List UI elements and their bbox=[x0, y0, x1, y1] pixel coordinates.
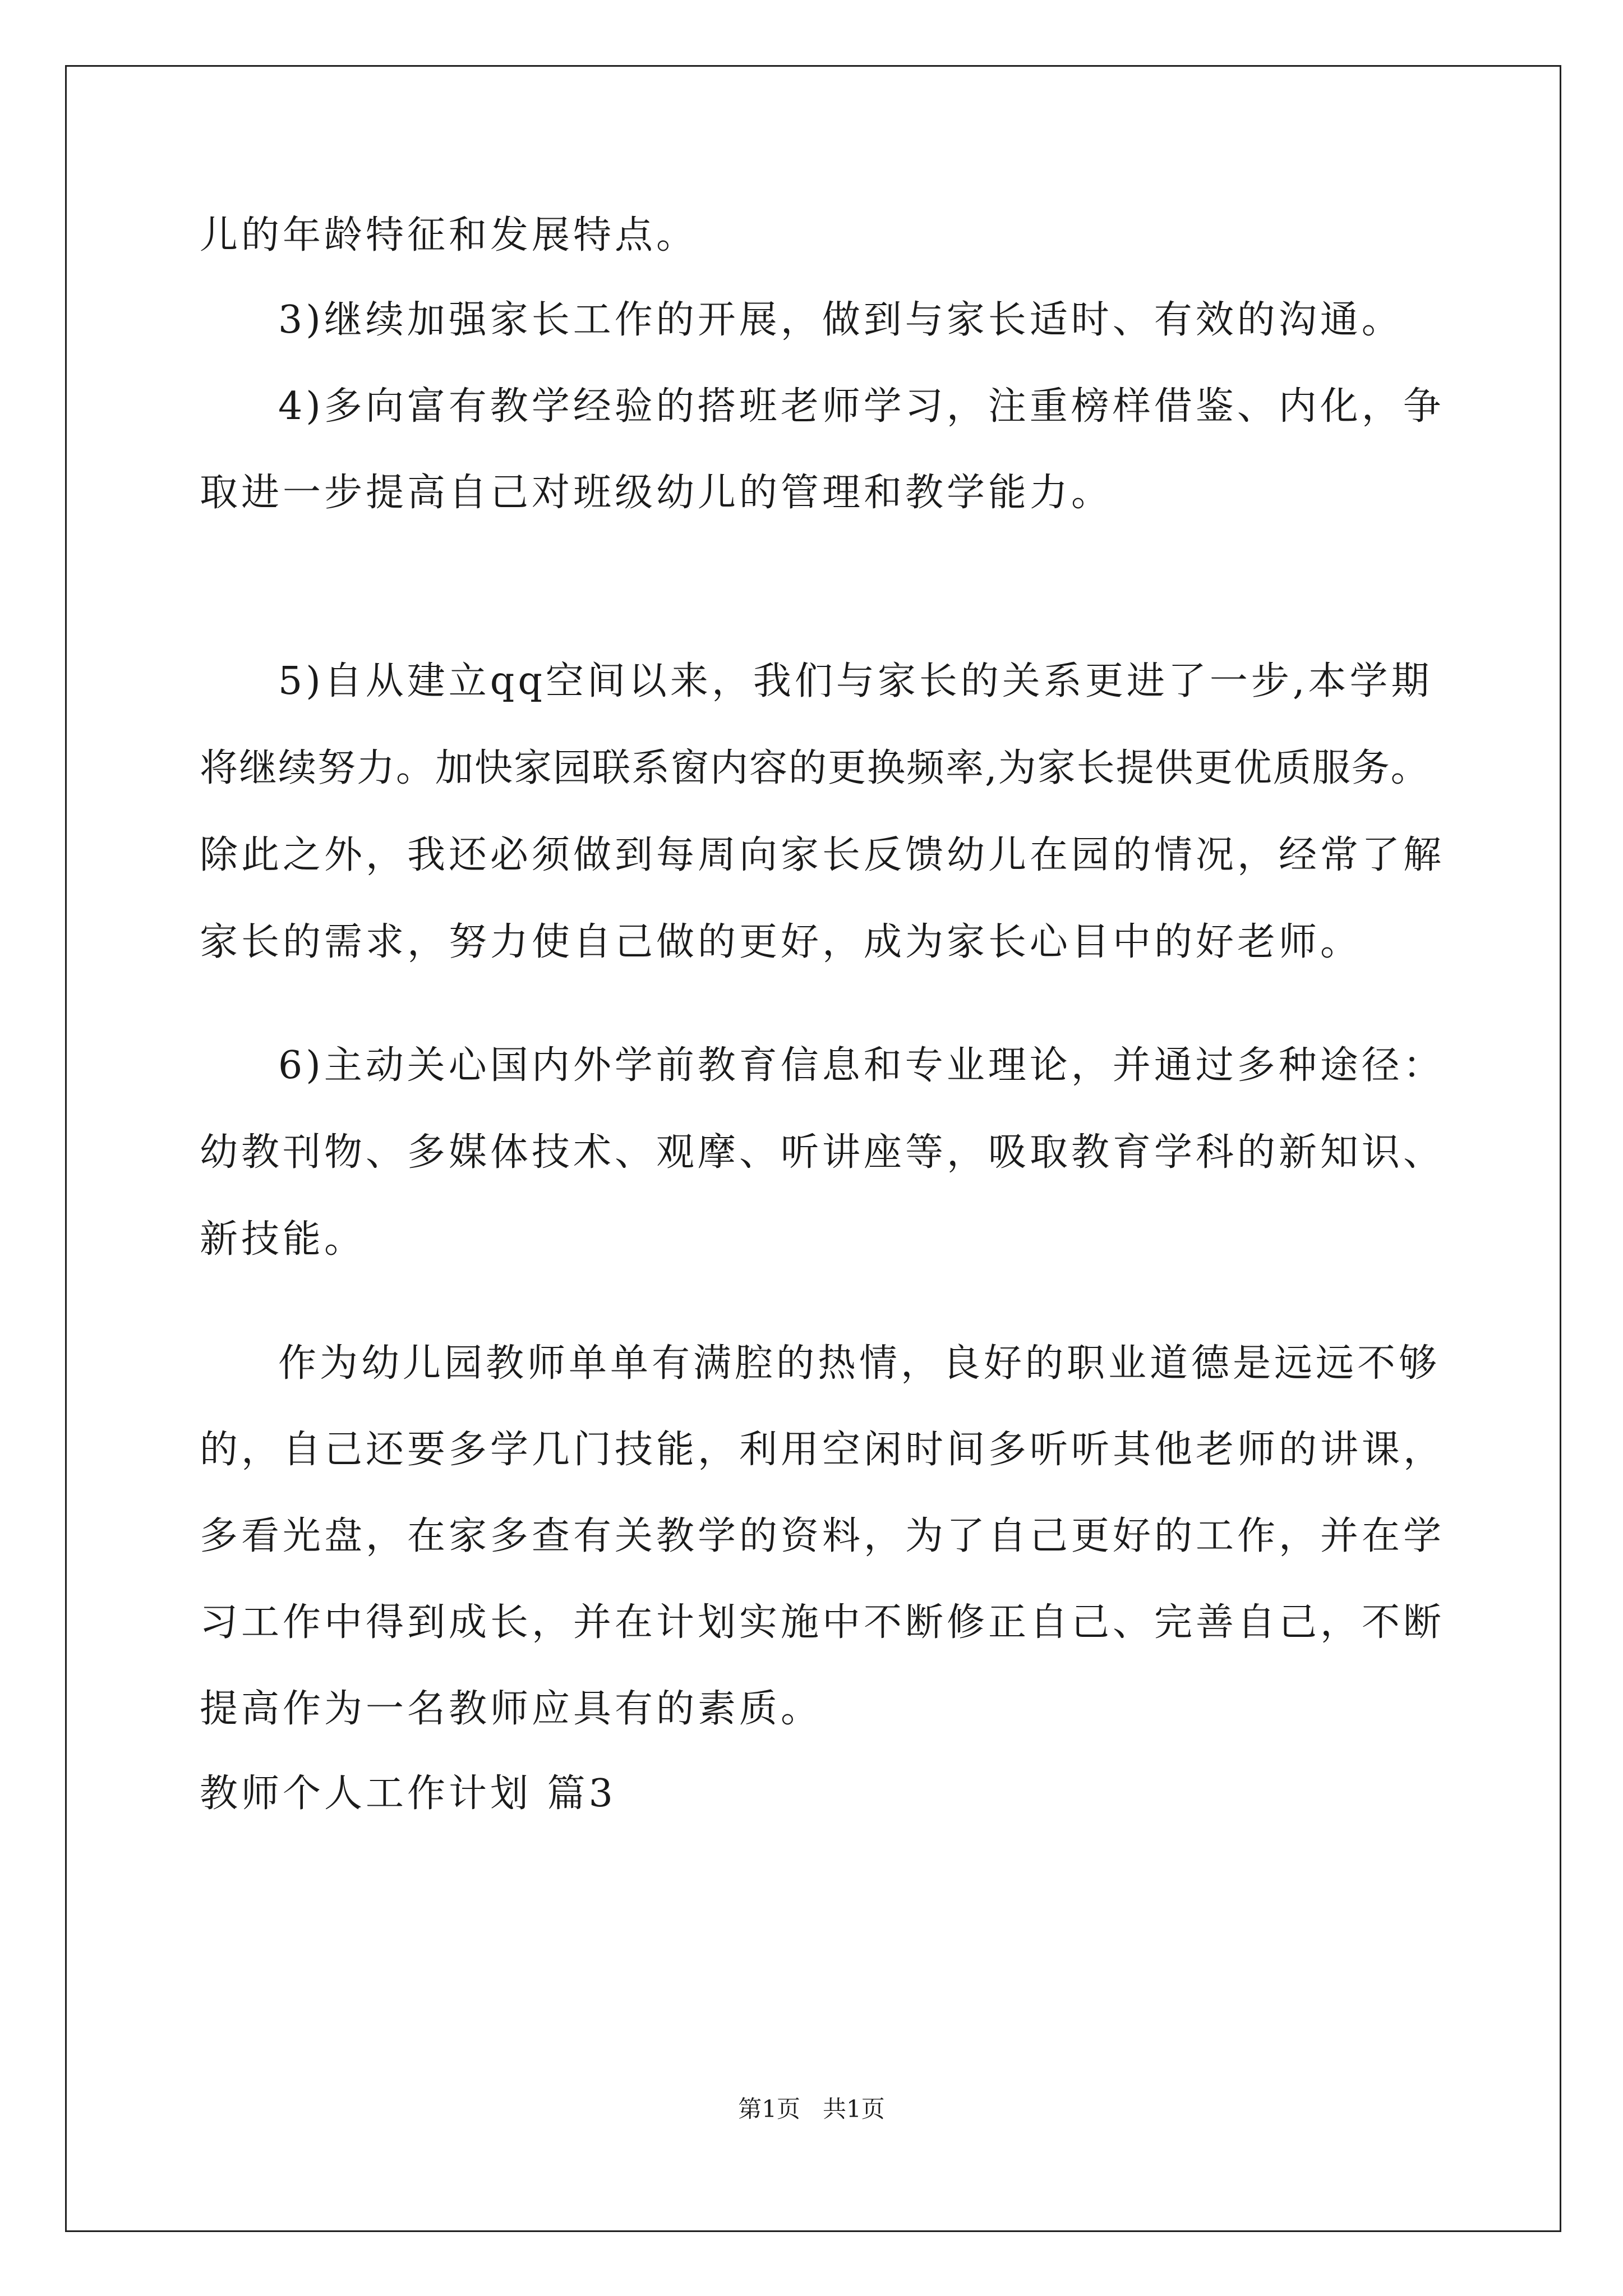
text-line: 新技能。 bbox=[200, 1217, 366, 1262]
text-line: 多看光盘，在家多查有关教学的资料，为了自己更好的工作，并在学 bbox=[200, 1514, 1445, 1558]
page-footer: 第1页 共1页 bbox=[738, 2095, 885, 2123]
text-line: 儿的年龄特征和发展特点。 bbox=[200, 213, 698, 257]
text-line: 家长的需求，努力使自己做的更好，成为家长心目中的好老师。 bbox=[200, 920, 1362, 964]
text-line: 习工作中得到成长，并在计划实施中不断修正自己、完善自己，不断 bbox=[200, 1600, 1445, 1645]
text-line: 取进一步提高自己对班级幼儿的管理和教学能力。 bbox=[200, 471, 1113, 515]
section-heading: 教师个人工作计划 篇3 bbox=[200, 1772, 616, 1816]
text-line: 5)自从建立qq空间以来，我们与家长的关系更进了一步,本学期 bbox=[278, 659, 1433, 703]
text-line: 作为幼儿园教师单单有满腔的热情，良好的职业道德是远远不够 bbox=[278, 1341, 1441, 1386]
text-line: 4)多向富有教学经验的搭班老师学习，注重榜样借鉴、内化，争 bbox=[278, 384, 1445, 429]
text-line: 6)主动关心国内外学前教育信息和专业理论，并通过多种途径： bbox=[278, 1043, 1445, 1088]
text-line: 3)继续加强家长工作的开展，做到与家长适时、有效的沟通。 bbox=[278, 298, 1403, 342]
text-line: 将继续努力。加快家园联系窗内容的更换频率,为家长提供更优质服务。 bbox=[200, 746, 1430, 790]
text-line: 除此之外，我还必须做到每周向家长反馈幼儿在园的情况，经常了解 bbox=[200, 833, 1445, 877]
text-line: 的，自己还要多学几门技能，利用空闲时间多听听其他老师的讲课， bbox=[200, 1428, 1445, 1472]
text-line: 幼教刊物、多媒体技术、观摩、听讲座等，吸取教育学科的新知识、 bbox=[200, 1130, 1445, 1175]
text-line: 提高作为一名教师应具有的素质。 bbox=[200, 1687, 823, 1731]
